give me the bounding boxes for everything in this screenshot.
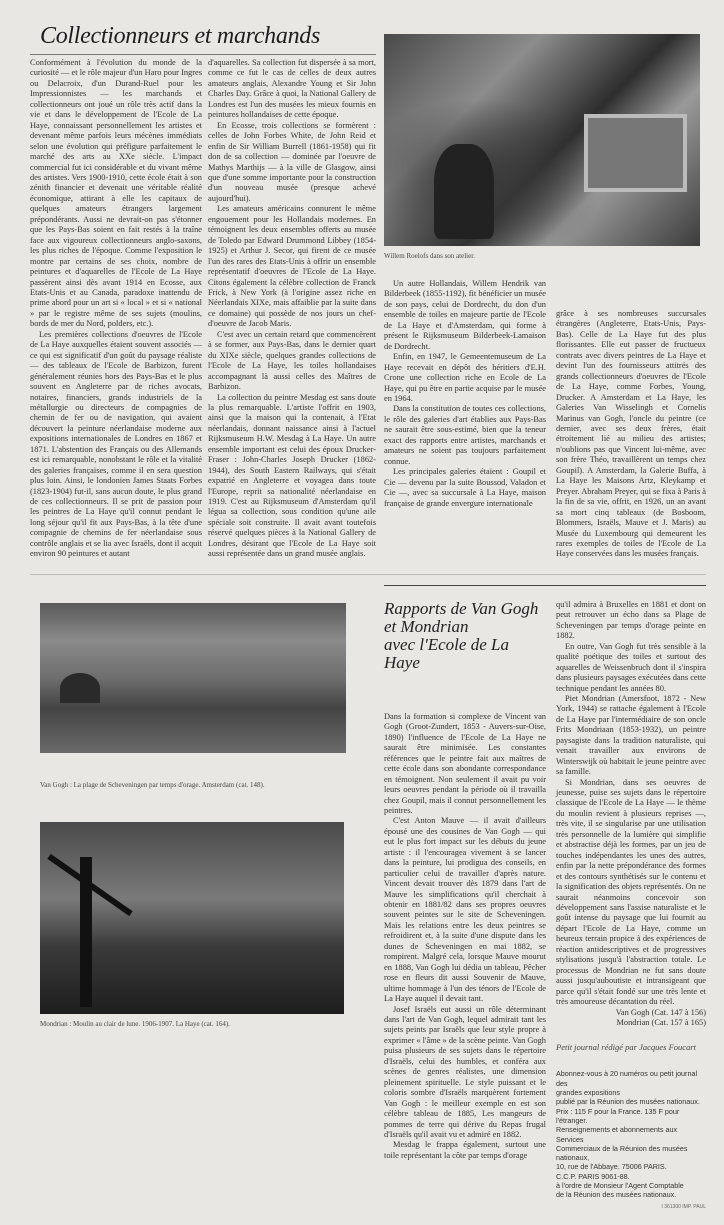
paragraph: La collection du peintre Mesdag est sans doute la plus remarquable. L'artiste l'offrit en 1903, ainsi que la maison qui la contenait, à l'Etat néerlandais, donnant naissance ainsi à l'actuel Rijksmuseum H.W. Mesdag à La Haye. Un autre ensemble important est celui des époux Drucker-Fraser : John-Charles Joseph Drucker (1862-1944), des South Eastern Railways, qui s'était expatrié en Angleterre et voyagea dans toute l'Europe, reprit sa nationalité néerlandaise en 1919. C'est au Rijksmuseum d'Amsterdam qu'il légua sa collection, sous condition qu'une aile spéciale soit construite. Il avait avant toutefois réservé quelques pièces à la National Gallery de Londres, désirant que l'Ecole de La Haye soit aussi représentée dans un grand musée anglais. — [208, 392, 376, 559]
article1-left — [30, 22, 376, 560]
paragraph: Enfin, en 1947, le Gemeentemuseum de La Haye recevait en dépôt des héritiers d'E.H. Crone une collection riche en Ecole de La Haye, qui pu être en partie acquise par le musée en 1964. — [384, 352, 546, 403]
imprint-line: Renseignements et abonnements aux Services — [556, 1125, 678, 1144]
title-line: Rapports de Van Gogh — [384, 598, 539, 618]
paragraph: Mesdag le frappa également, surtout une toile représentant la côte par temps d'orage — [384, 1140, 546, 1160]
photo-roelofs-studio — [384, 34, 700, 246]
photo-caption: Willem Roelofs dans son atelier. — [384, 252, 475, 260]
paragraph: C'est Anton Mauve — il avait d'ailleurs épousé une des cousines de Van Gogh — qui eut le plus fort impact sur les débuts du jeune artiste : il l'encouragea vivement à se lancer dans la peinture, lui prodigua des conseils, en particulier celui de travailler d'après nature. Vincent devait trouver dès 1879 dans l'art de Mauve les simplifications qu'il cherchait à obtenir en 1881/82 dans ses propres oeuvres souvent peintes sur le site de Scheveningen. Mais les relations entre les deux peintres se refroidirent et, à la suite d'une dispute dans les dunes de Scheveningen en mai 1882, se rompirent. Malgré cela, lorsque Mauve mourut en 1888, Van Gogh lui dédia un tableau, Pêcher rose en fleurs dit aussi Souvenir de Mauve, ultime hommage à l'un des ténors de l'Ecole de La Haye auquel il devait tant. — [384, 816, 546, 1004]
article2-right — [556, 600, 706, 1211]
article2 — [384, 585, 706, 1211]
bottom-section — [30, 585, 706, 1211]
article2-rule — [384, 585, 706, 586]
painting-in-photo — [584, 114, 687, 192]
paragraph: Josef Israëls eut aussi un rôle déterminant dans l'art de Van Gogh, lequel admirait tant les sujets peints par Israëls que leur style propre à exprimer « l'âme » de la scène peinte. Van Gogh puisa plusieurs de ses sujets dans le répertoire d'Israëls, celui des humbles, et conféra aux scènes de genres réalistes, une dimension pleinement spirituelle. Le style puissant et le coloris sombre d'Israëls marquèrent fortement Van Gogh : le meilleur exemple en est son célèbre tableau de 1885, Les mangeurs de pommes de terre qui dérive du Repas frugal d'Israëls qu'il avait vu et admiré en 1882. — [384, 1004, 546, 1139]
title-line: avec l'Ecole de La Haye — [384, 634, 509, 672]
figure-van-gogh-beach — [40, 603, 346, 753]
article2-columns — [384, 600, 706, 1211]
paragraph: qu'il admira à Bruxelles en 1881 et dont on peut retrouver un écho dans sa Plage de Scheveningen par temps d'orage peinte en 1882. — [556, 599, 706, 641]
article1-right — [384, 34, 706, 560]
figure-caption: Van Gogh : La plage de Scheveningen par temps d'orage. Amsterdam (cat. 148). — [40, 780, 265, 789]
title-rule — [30, 54, 376, 55]
imprint-line: Prix : 115 F pour la France. 135 F pour l'étranger. — [556, 1106, 680, 1125]
paragraph: Un autre Hollandais, Willem Hendrik van Bilderbeek (1855-1192), fit bénéficier un musée de son pays, celui de Dordrecht, du don d'un ensemble de toiles en majeure partie de l'Ecole de La Haye et d'Amsterdam, qui forme à présent le Rijksmuseum Bilderbeek-Lamaison de Dordrecht. — [384, 279, 546, 351]
article1-column-3 — [384, 279, 546, 509]
paragraph: Piet Mondrian (Amersfoot, 1872 - New York, 1944) se rattache également à l'Ecole de La Haye par l'intermédiaire de son oncle Frits Mondriaan (1853-1932), un peintre paysagiste dans la tradition naturaliste, qui venait travailler aux environs de Winterswijk où habitait le jeune peintre avec sa famille. — [556, 693, 706, 777]
paragraph: Les principales galeries étaient : Goupil et Cie — devenu par la suite Boussod, Valadon et Cie —, avec sa succursale à La Haye, maison française de grande envergure internationale — [384, 467, 546, 508]
article2-title — [384, 600, 546, 672]
article1-left-columns — [30, 58, 376, 560]
imprint-line: Abonnez-vous à 20 numéros ou petit journal des — [556, 1069, 698, 1088]
printer-mark: I 361300 IMP. PAUL — [661, 1203, 706, 1210]
figures-column — [30, 585, 376, 1029]
catalogue-ref: Mondrian (Cat. 157 à 165) — [616, 1018, 706, 1027]
article-title: Collectionneurs et marchands — [40, 23, 321, 49]
imprint-line: C.C.P. PARIS 9061-88. — [556, 1171, 630, 1181]
imprint-line: à l'ordre de Monsieur l'Agent Comptable — [556, 1181, 684, 1191]
paragraph: grâce à ses nombreuses succursales étrangères (Angleterre, Etats-Unis, Pays-Bas). Celle de La Haye fut des plus florissantes. Elle eut passer de fructueux contrats avec divers peintres de La Haye et devint l'un des fournisseurs attitrés des grands collectionneurs d'oeuvres de l'Ecole de La Haye, comme Forbes, Young, Drucker. A Amsterdam et La Haye, les Galeries Van Wisselingh et Cornelis Marinus van Gogh, l'oncle du peintre (ce dernier, avec ses deux frères, était étroitement lié au milieu des artistes; n'oublions pas que Vincent lui-même, avec son frère Théo, travaillèrent un temps chez Goupil). A Amsterdam, la Galerie Buffa, à La Haye les Maisons Artz, Kleykamp et Preyer. Abraham Preyer, qui se fixa à Paris à la fin de sa vie, offrit, en 1926, un an avant sa mort cinq tableaux (de Bosboom, Blommers, Israëls, Mauve et J. Maris) au Musée du Luxembourg qui demeurent les rares exemples de toiles de l'Ecole de La Haye conservées dans les musées français. — [556, 309, 706, 559]
figure-caption: Mondrian : Moulin au clair de lune. 1906-1907. La Haye (cat. 164). — [40, 1019, 230, 1028]
paragraph: En Ecosse, trois collections se formèrent : celles de John Forbes White, de John Reid et enfin de Sir William Burrell (1861-1958) qui fit don de sa collection — dominée par l'oeuvre de Mathys Marthijs — à la ville de Glasgow, ainsi que d'une somme importante pour la construction d'un nouveau musée (presque achevé aujourd'hui). — [208, 120, 376, 203]
section-divider — [30, 574, 706, 575]
paragraph: C'est avec un certain retard que commencèrent à se former, aux Pays-Bas, dans le dernier quart du XIXe siècle, quelques grandes collections de l'Ecole de La Haye, les toiles hollandaises accompagnant là aussi celles des Maîtres de Barbizon. — [208, 329, 376, 392]
paragraph: d'aquarelles. Sa collection fut dispersée à sa mort, comme ce fut le cas de celles de deux autres amateurs anglais, Alexandre Young et Sir John Charles Day. Grâce à quoi, la National Gallery de Londres est l'un des musées les mieux fournis en peintures hollandaises de cette époque. — [208, 58, 376, 120]
paragraph: Si Mondrian, dans ses oeuvres de jeunesse, puise ses sujets dans le répertoire classique de l'Ecole de La Haye — le thème du moulin revient à plusieurs reprises —, très vite, il se singularise par une utilisation très personnelle de la lumière qui simplifie et abstractise déjà les formes, par un jeu de touches indépendantes les unes des autres, enfin par la nette prépondérance des formes et des contours synthétisés sur le contenu et la signification des objets représentés. On ne saurait néanmoins concevoir son développement sans l'assise naturaliste et le goût intense du paysage que lui fournit au départ l'Ecole de La Haye, comme un heureux terrain propice à des expériences de réaction antidescriptives et de progressives stylisations jusqu'à l'abstraction totale. Le processus de Mondrian ne fut sans doute aussi jusqu'auboutiste et intransigeant que parce qu'il s'était fondé sur une très lente et très amoureuse décantation du réel. — [556, 777, 706, 1007]
imprint-line: de la Réunion des musées nationaux. — [556, 1190, 677, 1200]
article2-column-1 — [384, 712, 546, 1161]
title-line: et Mondrian — [384, 616, 469, 636]
figure-in-photo — [434, 144, 494, 239]
paragraph: Dans la formation si complexe de Vincent van Gogh (Groot-Zundert, 1853 - Auvers-sur-Oise, 1890) l'influence de l'Ecole de La Haye ne saurait être minimisée. Les constantes références que le peintre fait aux maîtres de cette école dans son abondante correspondance en témoignent. Non seulement il avait pu voir leurs oeuvres pendant la période où il travailla chez Goupil, mais il connut personnellement les peintres. — [384, 711, 546, 815]
subscription-imprint — [556, 1069, 706, 1199]
article1-right-columns — [384, 279, 706, 560]
paragraph: Les amateurs américains connurent le même engouement pour les Hollandais modernes. En témoignent les deux ensembles offerts au musée de Toledo par Edward Drummond Libbey (1854-1925) et Arthur J. Secor, qui firent de ce musée l'un des rares des Etats-Unis à offrir un ensemble représentatif d'oeuvres de l'Ecole de La Haye. Citons également la célèbre collection de Franck Frick, à New York (à l'origine assez riche en Néerlandais XIXe, mais affaiblie par la suite dans ce domaine) qui possède de nos jours un chef-d'oeuvre de Jacob Maris. — [208, 204, 376, 329]
paragraph: Dans la constitution de toutes ces collections, le rôle des galeries d'art établies aux Pays-Bas ne saurait être sous-estimé, bien que la teneur exact des rapports entre artistes, marchands et amateurs ne soient pas toujours parfaitement connue. — [384, 404, 546, 466]
top-section — [30, 22, 706, 560]
article2-column-2 — [556, 600, 706, 1029]
article1-column-4 — [556, 309, 706, 560]
article1-column-2 — [208, 58, 376, 560]
article1-column-1 — [30, 58, 202, 560]
paragraph: Conformément à l'évolution du monde de la curiosité — et le rôle majeur d'un Haro pour Ingres ou Delacroix, d'un Durand-Ruel pour les Impressionnistes — les marchands et collectionneurs ont joué un rôle très actif dans la vie et dans le développement de l'Ecole de La Haye, connaissant personnellement les artistes et devenant même parfois leurs mécènes immédiats selon une évolution qui préfigure parfaitement le marché des arts au XXe siècle. L'impact commercial fut ici considérable et du vivant même des artistes. Vers 1900-1910, cette école était à son zénith financier et devenait une véritable réalité économique, attirant à elle les capitaux de quelques amateurs étrangers largement prépondérants. Aussi ne devrait-on pas s'étonner que les Pays-Bas soient en fait restés à la traîne face aux vigoureux collectionneurs anglo-saxons, les plus riches de l'époque. Comme l'exposition le montre par certains de ses choix, nombre de peintures et d'aquarelles de l'Ecole de La Haye passèrent ainsi dès avant 1914 en Ecosse, aux Etats-Unis et au Canada, paradoxe inattendu de prime abord pour un art si « local » et si « national » par le registre même de ses sujets (moulins, bords de mer du Nord, polders, etc.). — [30, 58, 202, 329]
boat-in-painting — [60, 673, 100, 703]
paragraph: En outre, Van Gogh fut très sensible à la qualité poétique des toiles et surtout des aquarelles de Weissenbruch dont il s'inspira dans plusieurs paysages exécutées dans cette technique pendant les années 80. — [556, 641, 706, 693]
article2-left — [384, 600, 546, 1161]
imprint-line: 10, rue de l'Abbaye. 75006 PARIS. — [556, 1162, 667, 1172]
author-credit: Petit journal rédigé par Jacques Foucart — [556, 1042, 696, 1053]
paragraph: Les premières collections d'oeuvres de l'Ecole de La Haye auxquelles étaient souvent associés — ce qui est significatif d'un goût du paysage réaliste — des tableaux de l'Ecole de Barbizon, furent généralement réunies hors des Pays-Bas et le plus souvent en Angleterre par de riches avocats, notaires, financiers, grands industriels de la métallurgie ou directeurs de compagnies de chemin de fer ou de navigation, qui avaient découvert la peinture néerlandaise moderne aux expositions internationales de Londres en 1867 et 1871. L'abstention des Français ou des Allemands est ici remarquable, nonobstant le rôle et la vitalité des galeries françaises, comme il en sera question plus loin. Ainsi, le londonien James Staats Forbes (1823-1904) fut-il, sans aucun doute, le plus grand de ces collectionneurs. Il se prit de passion pour les peintres de La Haye qu'il connut pendant le long séjour qu'il fit aux Pays-Bas, à la tête d'une compagnie de chemins de fer néerlandaise sous contrôle anglais et se lia avec Israëls, dont il acquit environ 90 peintures et autant — [30, 329, 202, 559]
catalogue-ref: Van Gogh (Cat. 147 à 156) — [615, 1007, 706, 1017]
imprint-line: publié par la Réunion des musées nationaux. — [556, 1097, 700, 1107]
figure-mondrian-mill — [40, 822, 344, 1014]
imprint-line: Commerciaux de la Réunion des musées nationaux, — [556, 1143, 688, 1163]
imprint-line: grandes expositions — [556, 1088, 620, 1098]
